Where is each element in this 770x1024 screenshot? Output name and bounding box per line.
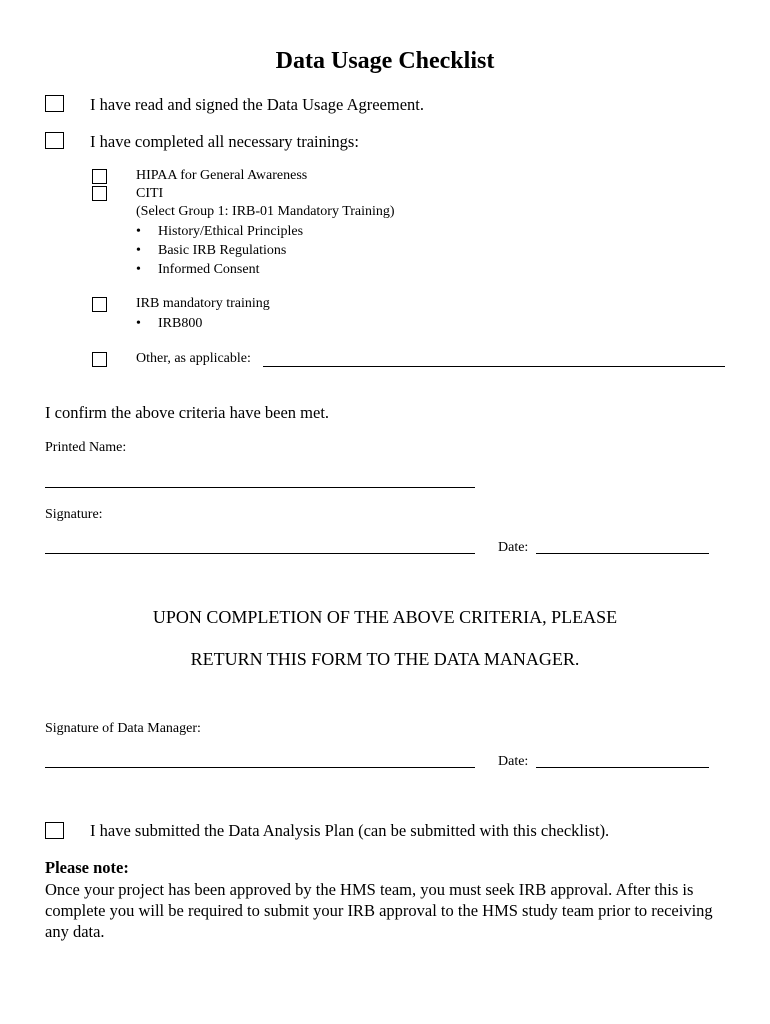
signature-label: Signature: [45,507,103,522]
agreement-label: I have read and signed the Data Usage Agreement. [90,95,424,114]
manager-signature-field[interactable] [45,767,475,768]
trainings-checkbox[interactable] [45,132,64,149]
trainings-label: I have completed all necessary trainings: [90,132,359,151]
printed-name-field[interactable] [45,487,475,488]
citi-label: CITI [136,186,164,201]
confirm-statement: I confirm the above criteria have been met. [45,403,330,422]
other-checkbox[interactable] [92,352,107,367]
notice-line-1: UPON COMPLETION OF THE ABOVE CRITERIA, PLEASE [152,607,618,627]
list-item: • Basic IRB Regulations [136,243,287,258]
notice-line-2: RETURN THIS FORM TO THE DATA MANAGER. [190,649,580,669]
printed-name-label: Printed Name: [45,440,127,455]
irb-label: IRB mandatory training [136,296,270,311]
other-field[interactable] [263,366,725,367]
irb-checkbox[interactable] [92,297,107,312]
citi-checkbox[interactable] [92,186,107,201]
citi-bullet-list [136,222,303,279]
note-text: Once your project has been approved by the HMS team, you must seek IRB approval. After this is complete you will be required to submit your IRB approval to the HMS study team prior to receiving any data. [45,880,713,941]
manager-date-field[interactable] [536,767,709,768]
page-title: Data Usage Checklist [275,48,495,74]
list-item: • History/Ethical Principles [136,224,304,239]
irb-bullet-list [136,314,202,333]
analysis-plan-checkbox[interactable] [45,822,64,839]
other-label: Other, as applicable: [136,351,251,366]
citi-note: (Select Group 1: IRB-01 Mandatory Training) [136,204,395,219]
manager-date-label: Date: [498,754,529,769]
bullet-text: Informed Consent [158,262,260,277]
list-item: • IRB800 [136,316,203,331]
analysis-plan-label: I have submitted the Data Analysis Plan (can be submitted with this checklist). [90,821,610,840]
list-item: • Informed Consent [136,262,260,277]
hipaa-label: HIPAA for General Awareness [136,168,308,183]
manager-signature-label: Signature of Data Manager: [45,721,201,736]
hipaa-checkbox[interactable] [92,169,107,184]
bullet-text: History/Ethical Principles [158,224,304,239]
date-label: Date: [498,540,529,555]
bullet-text: IRB800 [158,316,203,331]
note-heading: Please note: [45,858,129,877]
date-field[interactable] [536,553,709,554]
agreement-checkbox[interactable] [45,95,64,112]
bullet-text: Basic IRB Regulations [158,243,287,258]
signature-field[interactable] [45,553,475,554]
